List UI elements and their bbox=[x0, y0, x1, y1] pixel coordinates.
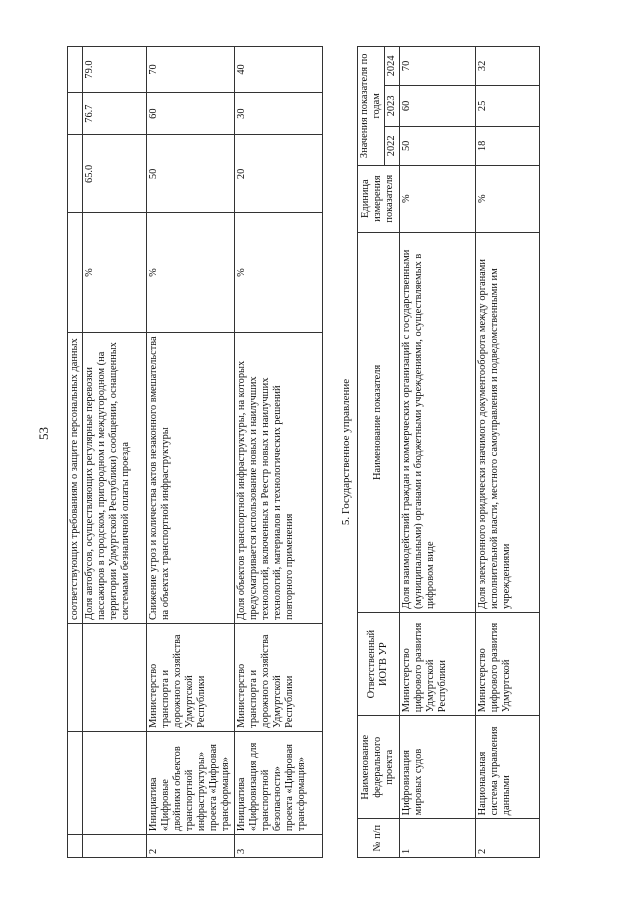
table-row bbox=[83, 47, 147, 858]
header-year-2023: 2023 bbox=[384, 85, 399, 126]
cell-org: Министерство транспорта и дорожного хозяйства Удмуртской Республики bbox=[147, 624, 235, 732]
cell-indicator: Доля взаимодействий граждан и коммерческих организаций с государственными (муниципальными) органами и бюджетными учреждениями, осуществляемых в цифровом виде bbox=[400, 232, 476, 612]
cell-2024: 70 bbox=[147, 47, 235, 93]
cell-num: 2 bbox=[476, 819, 540, 858]
table-row bbox=[68, 47, 83, 858]
cell-project bbox=[83, 731, 147, 834]
cell-indicator: Доля автобусов, осуществляющих регулярные перевозки пассажиров в городском, пригородном и междугородном (на территории Удмуртской Республики) сообщении, оснащенных системами безналичной оплаты проезда bbox=[83, 332, 147, 623]
cell-org: Министерство цифрового развития Удмуртской bbox=[476, 613, 540, 716]
cell-2022: 50 bbox=[147, 135, 235, 213]
header-unit: Единица измерения показателя bbox=[357, 165, 399, 232]
cell-unit: % bbox=[83, 213, 147, 332]
cell-project bbox=[68, 731, 83, 834]
cell-org: Министерство транспорта и дорожного хозяйства Удмуртской Республики bbox=[235, 624, 323, 732]
cell-2022: 65.0 bbox=[83, 135, 147, 213]
header-project: Наименование федерального проекта bbox=[357, 716, 399, 819]
page-number: 53 bbox=[36, 427, 51, 440]
cell-2023: 60 bbox=[400, 85, 476, 126]
cell-2023 bbox=[68, 92, 83, 134]
top-table bbox=[67, 46, 323, 858]
cell-2024: 79.0 bbox=[83, 47, 147, 93]
cell-project: Инициатива «Цифровые двойники объектов транспортной инфраструктуры» проекта «Цифровая трансформация» bbox=[147, 731, 235, 834]
cell-indicator: Снижение угроз и количества актов незаконного вмешательства на объектах транспортной инфраструктуры bbox=[147, 332, 235, 623]
cell-num: 1 bbox=[400, 819, 476, 858]
cell-org: Министерство цифрового развития Удмуртской Республики bbox=[400, 613, 476, 716]
cell-2023: 60 bbox=[147, 92, 235, 134]
header-row bbox=[357, 47, 384, 858]
cell-2024: 70 bbox=[400, 47, 476, 86]
header-org: Ответственный ИОГВ УР bbox=[357, 613, 399, 716]
rotated-page-content bbox=[67, 46, 557, 858]
cell-2022: 18 bbox=[476, 127, 540, 166]
cell-unit: % bbox=[476, 165, 540, 232]
cell-2023: 30 bbox=[235, 92, 323, 134]
table-row bbox=[476, 47, 540, 858]
cell-num bbox=[68, 835, 83, 858]
cell-2022: 20 bbox=[235, 135, 323, 213]
cell-project: Национальная система управления данными bbox=[476, 716, 540, 819]
header-num: № п/п bbox=[357, 819, 399, 858]
header-year-2024: 2024 bbox=[384, 47, 399, 86]
cell-unit: % bbox=[235, 213, 323, 332]
table-row bbox=[235, 47, 323, 858]
cell-2024: 40 bbox=[235, 47, 323, 93]
table-row bbox=[400, 47, 476, 858]
cell-unit bbox=[68, 213, 83, 332]
cell-2023: 76.7 bbox=[83, 92, 147, 134]
header-values-group: Значения показателя по годам bbox=[357, 47, 384, 166]
cell-2022: 50 bbox=[400, 127, 476, 166]
cell-project: Инициатива «Цифровизация для транспортной безопасности» проекта «Цифровая трансформация» bbox=[235, 731, 323, 834]
cell-2023: 25 bbox=[476, 85, 540, 126]
table-row bbox=[147, 47, 235, 858]
cell-indicator: Доля объектов транспортной инфраструктуры, на которых предусматривается использование новых и наилучших технологий, включенных в Реестр новых и наилучших технологий, материалов и технологических решений повторного применения bbox=[235, 332, 323, 623]
cell-unit: % bbox=[147, 213, 235, 332]
cell-project: Цифровизация мировых судов bbox=[400, 716, 476, 819]
cell-org bbox=[83, 624, 147, 732]
cell-unit: % bbox=[400, 165, 476, 232]
cell-num bbox=[83, 835, 147, 858]
bottom-table bbox=[357, 46, 540, 858]
cell-2022 bbox=[68, 135, 83, 213]
header-year-2022: 2022 bbox=[384, 127, 399, 166]
cell-num: 3 bbox=[235, 835, 323, 858]
header-indicator: Наименование показателя bbox=[357, 232, 399, 612]
cell-org bbox=[68, 624, 83, 732]
cell-indicator: Доля электронного юридически значимого документооборота между органами исполнительной власти, местного самоуправления и подведомственными им учреждениями bbox=[476, 232, 540, 612]
cell-num: 2 bbox=[147, 835, 235, 858]
section-title: 5. Государственное управление bbox=[340, 378, 353, 526]
table-gap bbox=[323, 46, 335, 858]
cell-2024: 32 bbox=[476, 47, 540, 86]
cell-2024 bbox=[68, 47, 83, 93]
cell-indicator: соответствующих требованиям о защите персональных данных bbox=[68, 332, 83, 623]
